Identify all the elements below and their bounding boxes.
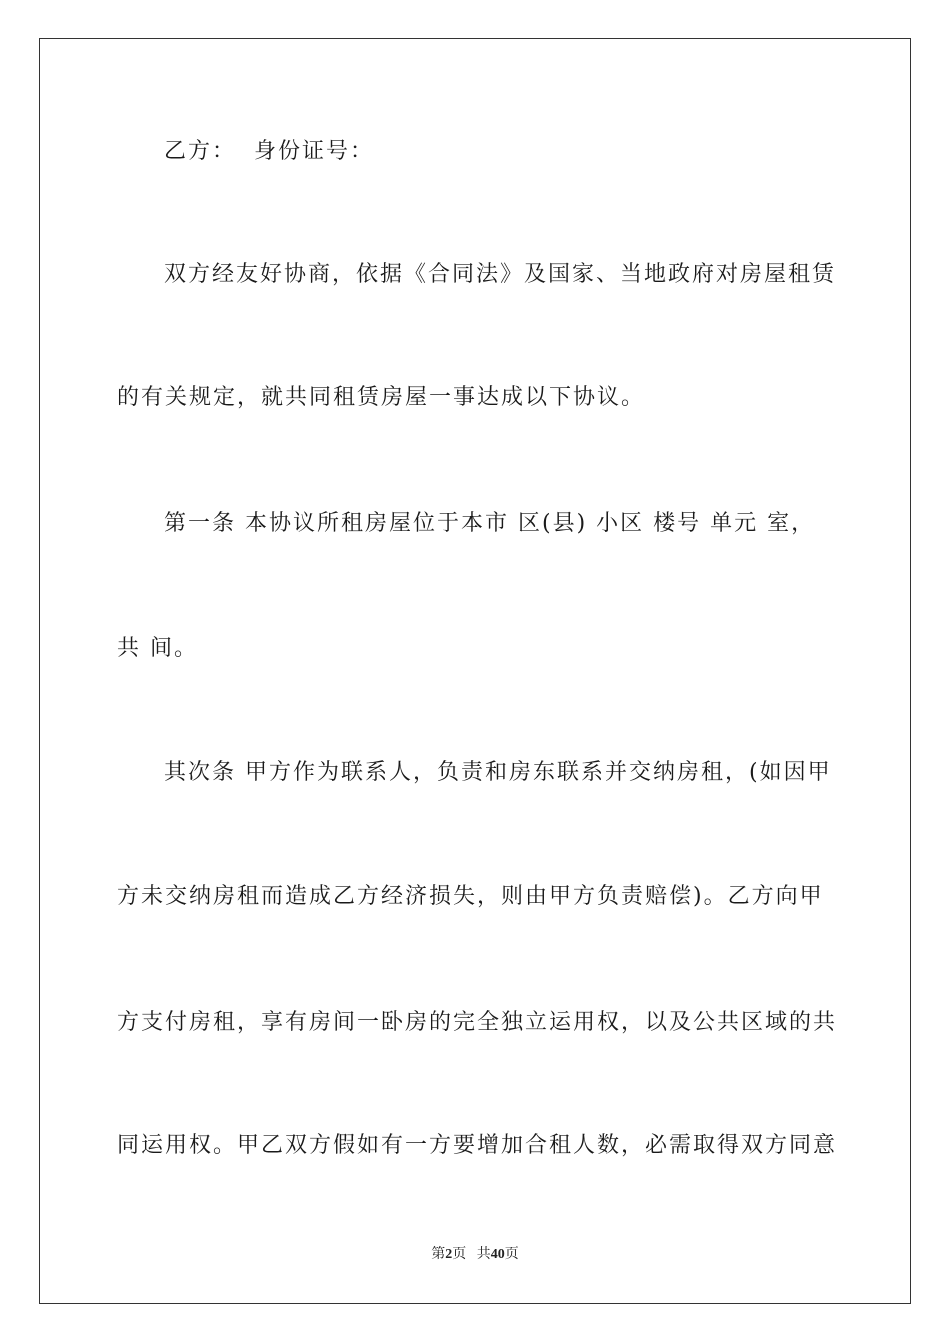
page-border <box>39 38 911 1304</box>
text-line-4: 第一条 本协议所租房屋位于本市 区(县) 小区 楼号 单元 室， <box>164 511 816 536</box>
text-line-8: 方支付房租，享有房间一卧房的完全独立运用权，以及公共区域的共 <box>117 1010 838 1035</box>
text-line-7: 方未交纳房租而造成乙方经济损失，则由甲方负责赔偿)。乙方向甲 <box>117 884 824 909</box>
total-suffix: 页 <box>504 1247 519 1262</box>
text-line-9: 同运用权。甲乙双方假如有一方要增加合租人数，必需取得双方同意 <box>117 1133 838 1158</box>
page-prefix: 第 <box>431 1247 446 1262</box>
page-footer <box>0 1246 950 1264</box>
text-line-3: 的有关规定，就共同租赁房屋一事达成以下协议。 <box>117 385 646 410</box>
text-line-6: 其次条 甲方作为联系人，负责和房东联系并交纳房租，(如因甲 <box>164 760 832 785</box>
text-line-2: 双方经友好协商，依据《合同法》及国家、当地政府对房屋租赁 <box>164 262 837 287</box>
page-number: 2 <box>445 1247 453 1262</box>
page-suffix: 页 <box>452 1247 467 1262</box>
text-line-5: 共 间。 <box>117 636 198 661</box>
total-prefix: 共 <box>476 1247 491 1262</box>
text-line-1: 乙方： 身份证号： <box>164 139 374 164</box>
total-pages: 40 <box>490 1247 505 1262</box>
